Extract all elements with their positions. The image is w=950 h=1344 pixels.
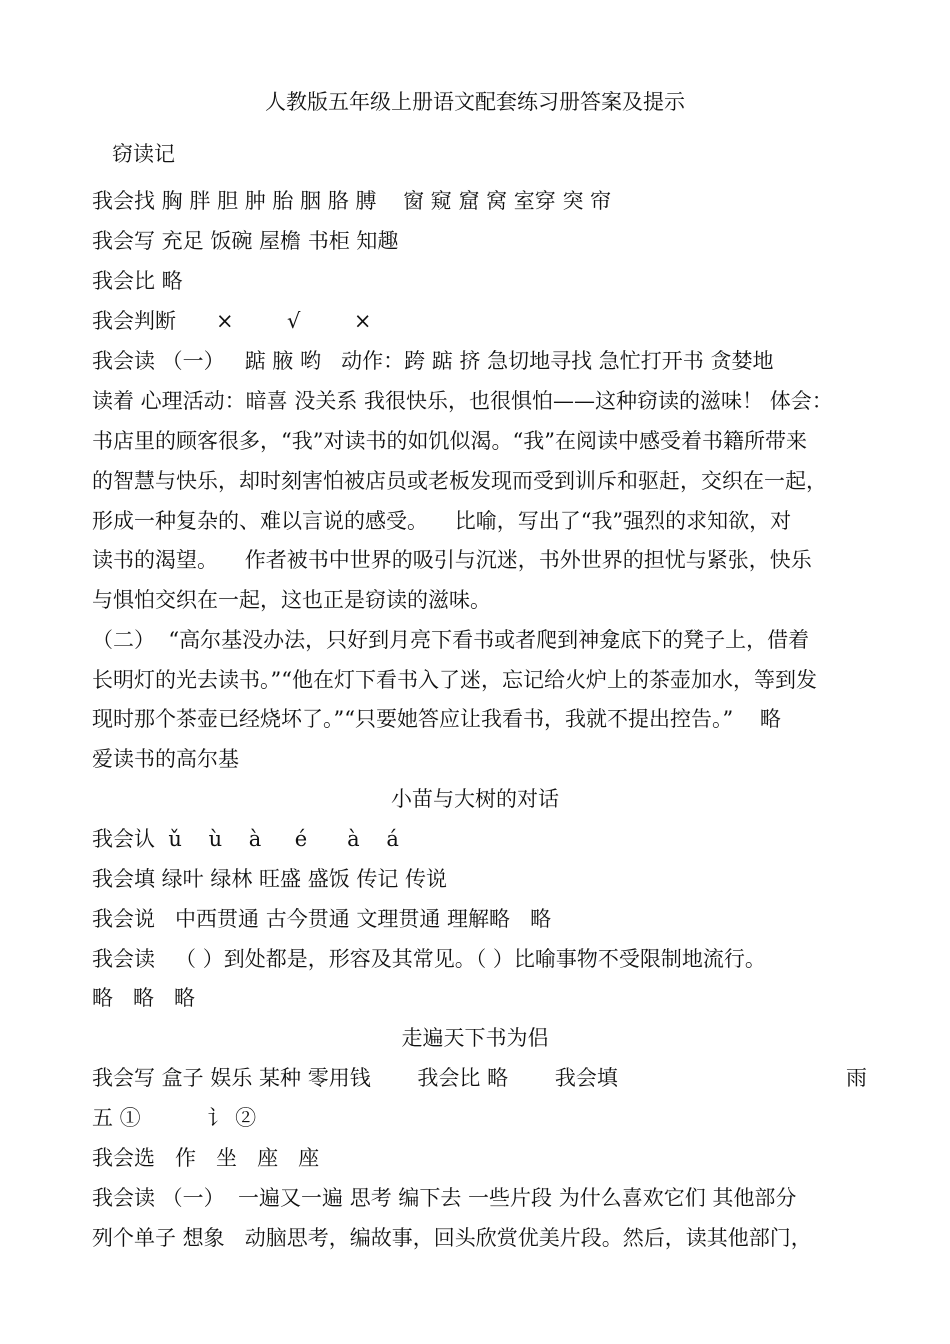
document-title: 人教版五年级上册语文配套练习册答案及提示: [265, 90, 685, 114]
section-title-zoubian: 走遍天下书为侣: [401, 1026, 549, 1050]
read-line: 形成一种复杂的、难以言说的感受。 比喻，写出了“我”强烈的求知欲，对: [92, 509, 792, 533]
section-title-qiedu: 窃读记: [112, 142, 175, 166]
read-line: 与惧怕交织在一起，这也正是窃读的滋味。: [92, 588, 491, 612]
read-line: 我会读 （一） 一遍又一遍 思考 编下去 一些片段 为什么喜欢它们 其他部分: [92, 1186, 797, 1210]
exercise-find: 我会找 胸 胖 胆 肿 胎 胭 胳 膊 窗 窥 窟 窝 室穿 突 帘: [92, 189, 612, 213]
exercise-fill-line: 五 ① 讠 ②: [92, 1106, 257, 1130]
exercise-recognize: 我会认 ǔ ù à é à á: [92, 827, 399, 851]
exercise-choose: 我会选 作 坐 座 座: [92, 1146, 320, 1170]
read-line: 长明灯的光去读书。”“他在灯下看书入了迷，忘记给火炉上的茶壶加水，等到发: [92, 668, 817, 692]
section-title-xiaomiao: 小苗与大树的对话: [391, 787, 559, 811]
read-line: 现时那个茶壶已经烧坏了。”“只要她答应让我看书，我就不提出控告。” 略: [92, 707, 781, 731]
read-line: 的智慧与快乐，却时刻害怕被店员或老板发现而受到训斥和驱赶，交织在一起，: [92, 469, 827, 493]
exercise-read: 我会读 （ ）到处都是，形容及其常见。（ ）比喻事物不受限制地流行。: [92, 947, 766, 971]
read-line: 爱读书的高尔基: [92, 747, 239, 771]
read-line: 读着 心理活动：暗喜 没关系 我很快乐，也很惧怕——这种窃读的滋味！ 体会：: [92, 389, 833, 413]
read-line: 列个单子 想象 动脑思考，编故事，回头欣赏优美片段。然后，读其他部门，: [92, 1226, 812, 1250]
read-line: （二） “高尔基没办法，只好到月亮下看书或者爬到神龛底下的凳子上，借着: [92, 628, 810, 652]
read-line: 我会读 （一） 踮 腋 哟 动作：跨 踮 挤 急切地寻找 急忙打开书 贪婪地: [92, 349, 774, 373]
exercise-write-compare-fill: 我会写 盒子 娱乐 某种 零用钱 我会比 略 我会填: [92, 1066, 618, 1090]
read-line: 书店里的顾客很多，“我”对读书的如饥似渴。“我”在阅读中感受着书籍所带来: [92, 429, 807, 453]
exercise-write: 我会写 充足 饭碗 屋檐 书柜 知趣: [92, 229, 399, 253]
exercise-lue: 略 略 略: [92, 986, 196, 1010]
exercise-judge: 我会判断 × √ ×: [92, 309, 372, 333]
exercise-compare: 我会比 略: [92, 269, 183, 293]
fill-answer-char: 雨: [846, 1066, 867, 1090]
exercise-say: 我会说 中西贯通 古今贯通 文理贯通 理解略 略: [92, 907, 552, 931]
read-line: 读书的渴望。 作者被书中世界的吸引与沉迷，书外世界的担忧与紧张，快乐: [92, 548, 812, 572]
exercise-fill: 我会填 绿叶 绿林 旺盛 盛饭 传记 传说: [92, 867, 448, 891]
